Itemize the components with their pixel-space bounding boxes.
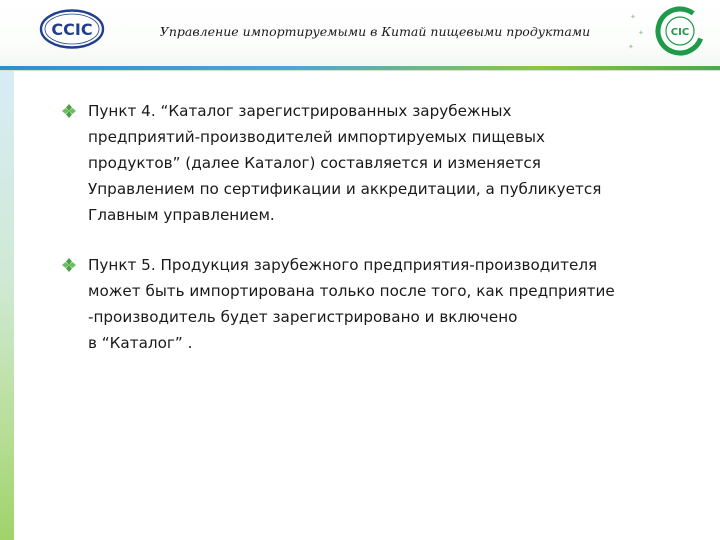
ccic-logo-icon — [38, 8, 106, 50]
ccic-logo-text: CCIC — [51, 20, 93, 39]
bullet-text: Пункт 4. “Каталог зарегистрированных зарубежных предприятий-производителей импортируемых пищевых продуктов” (далее Каталог) составляется и изменяется Управлением по сертификации и аккредитации, а публикуется Главным управлением. — [88, 102, 602, 224]
bullet-item — [62, 252, 702, 356]
cic-logo-icon — [650, 6, 710, 56]
slide-header — [0, 0, 720, 66]
four-diamond-bullet-icon — [62, 103, 76, 117]
page-title: Управление импортируемыми в Китай пищевыми продуктами — [159, 24, 591, 39]
bullet-text: Пункт 5. Продукция зарубежного предприятия-производителя может быть импортирована только после того, как предприятие -производитель будет зарегистрировано и включено в “Каталог” . — [88, 256, 615, 352]
sparkle-decoration: ✦ — [628, 43, 634, 51]
header-divider-thin — [0, 70, 720, 71]
four-diamond-bullet-icon — [62, 257, 76, 271]
left-accent-strip — [0, 71, 14, 540]
sparkle-decoration: ✦ — [638, 29, 644, 37]
bullet-item — [62, 98, 702, 228]
sparkle-decoration: ✦ — [630, 13, 636, 21]
cic-logo-text: CIC — [670, 27, 690, 38]
